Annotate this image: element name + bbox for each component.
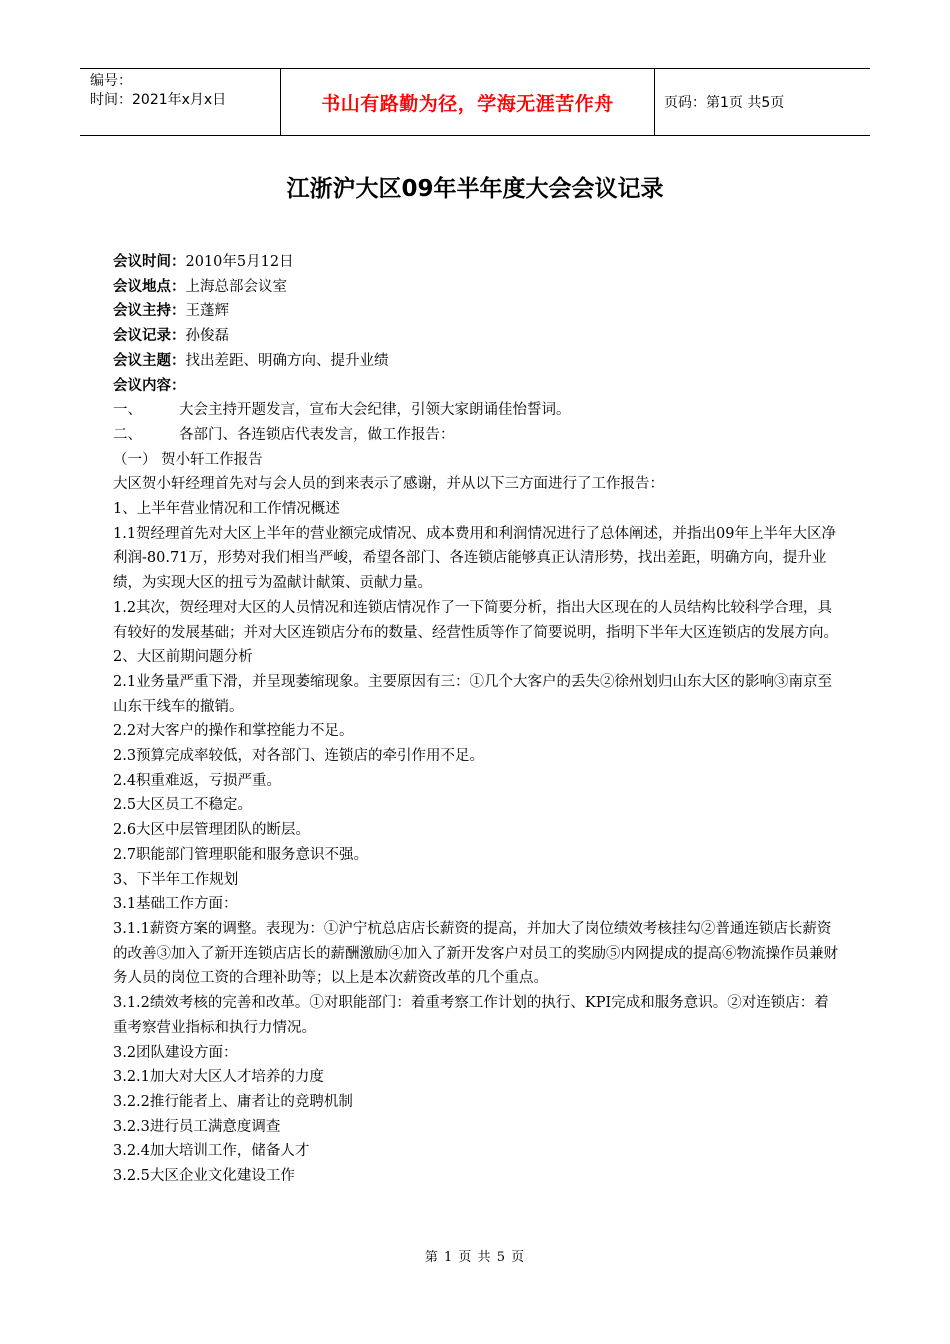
paragraph: （一） 贺小轩工作报告 <box>113 451 263 468</box>
list-item-number: 一、 <box>113 402 142 419</box>
page-footer: 第 1 页 共 5 页 <box>424 1250 526 1265</box>
list-item <box>113 398 843 423</box>
paragraph: 大区贺小轩经理首先对与会人员的到来表示了感谢，并从以下三方面进行了工作报告： <box>113 476 664 493</box>
section-heading: 2、大区前期问题分析 <box>113 649 253 666</box>
paragraph: 3.2.4加大培训工作，储备人才 <box>113 1143 310 1160</box>
meta-host <box>113 299 843 324</box>
paragraph: 3.1.1薪资方案的调整。表现为：①沪宁杭总店店长薪资的提高，并加大了岗位绩效考核挂勾②普通连锁店长薪资的改善③加入了新开连锁店店长的薪酬激励④加入了新开发客户对员工的奖励⑤内网提成的提高⑥物流操作员兼财务人员的岗位工资的合理补助等；以上是本次薪资改革的几个重点。 <box>113 920 838 987</box>
header-time: 时间：2021年x月x日 <box>90 92 227 108</box>
header-left-cell <box>80 69 281 135</box>
meta-label: 会议记录： <box>113 328 186 345</box>
meta-time <box>113 250 843 275</box>
meta-location <box>113 275 843 300</box>
paragraph: 3.2团队建设方面： <box>113 1044 238 1061</box>
paragraph: 2.1业务量严重下滑，并呈现萎缩现象。主要原因有三：①几个大客户的丢失②徐州划归山东大区的影响③南京至山东干线车的撤销。 <box>113 673 833 715</box>
meta-label: 会议时间： <box>113 254 186 270</box>
section-heading: 3、下半年工作规划 <box>113 871 239 888</box>
meta-label: 会议地点： <box>113 278 186 295</box>
header-page-info: 页码：第1页 共5页 <box>664 95 785 111</box>
paragraph: 1.2其次，贺经理对大区的人员情况和连锁店情况作了一下简要分析，指出大区现在的人员结构比较科学合理，具有较好的发展基础；并对大区连锁店分布的数量、经营性质等作了简要说明，指明下半年大区连锁店的发展方向。 <box>113 599 838 641</box>
paragraph: 2.6大区中层管理团队的断层。 <box>113 822 311 839</box>
paragraph: 1.1贺经理首先对大区上半年的营业额完成情况、成本费用和利润情况进行了总体阐述，并指出09年上半年大区净利润-80.71万，形势对我们相当严峻，希望各部门、各连锁店能够真正认清形势，找出差距，明确方向，提升业绩，为实现大区的扭亏为盈献计献策、贡献力量。 <box>113 525 837 592</box>
paragraph: 2.3预算完成率较低，对各部门、连锁店的牵引作用不足。 <box>113 748 485 765</box>
header-slogan: 书山有路勤为径，学海无涯苦作舟 <box>321 92 614 115</box>
document-body <box>113 250 843 1189</box>
list-item-text: 大会主持开题发言，宣布大会纪律，引领大家朗诵佳怡誓词。 <box>179 402 571 419</box>
meta-label: 会议主持： <box>113 303 186 320</box>
meta-label: 会议主题： <box>113 352 186 369</box>
header-slogan-cell <box>281 69 655 135</box>
paragraph: 2.4积重难返，亏损严重。 <box>113 772 282 789</box>
meta-recorder <box>113 324 843 349</box>
meta-value: 孙俊磊 <box>185 328 229 345</box>
meta-content <box>113 374 843 399</box>
meta-value: 2010年5月12日 <box>185 254 294 270</box>
paragraph: 3.2.2推行能者上、庸者让的竞聘机制 <box>113 1093 353 1110</box>
document-title: 江浙沪大区09年半年度大会会议记录 <box>286 176 664 202</box>
list-item-number: 二、 <box>113 426 142 443</box>
paragraph: 3.2.1加大对大区人才培养的力度 <box>113 1069 324 1086</box>
paragraph: 3.2.5大区企业文化建设工作 <box>113 1168 295 1185</box>
meta-label: 会议内容： <box>113 377 186 394</box>
list-item <box>113 423 843 448</box>
paragraph: 3.2.3进行员工满意度调查 <box>113 1118 281 1135</box>
meta-value: 找出差距、明确方向、提升业绩 <box>185 352 389 369</box>
meta-value: 上海总部会议室 <box>185 278 287 295</box>
paragraph: 2.7职能部门管理职能和服务意识不强。 <box>113 846 369 863</box>
paragraph: 3.1.2绩效考核的完善和改革。①对职能部门：着重考察工作计划的执行、KPI完成和服务意识。②对连锁店：着重考察营业指标和执行力情况。 <box>113 995 829 1036</box>
meta-value: 王蓬辉 <box>185 303 229 320</box>
header-number: 编号： <box>90 73 132 89</box>
list-item-text: 各部门、各连锁店代表发言，做工作报告： <box>179 426 455 443</box>
header-table <box>80 68 870 136</box>
paragraph: 2.2对大客户的操作和掌控能力不足。 <box>113 723 354 740</box>
paragraph: 3.1基础工作方面： <box>113 896 238 913</box>
section-heading: 1、上半年营业情况和工作情况概述 <box>113 501 340 518</box>
meta-theme <box>113 349 843 374</box>
paragraph: 2.5大区员工不稳定。 <box>113 797 253 814</box>
